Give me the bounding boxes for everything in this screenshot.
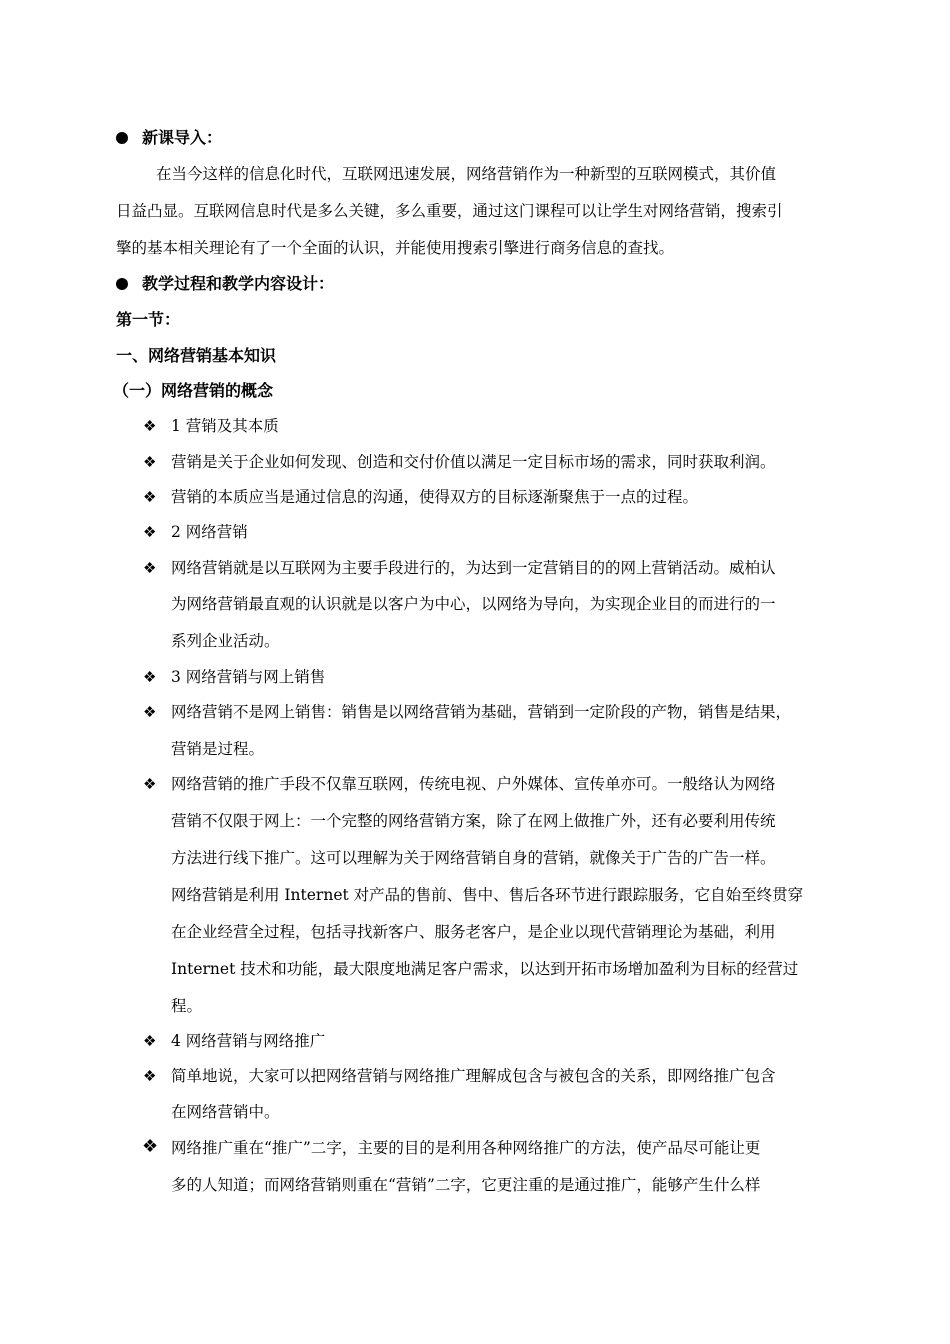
- list-item-line: 营销不仅限于网上：一个完整的网络营销方案，除了在网上做推广外，还有必要利用传统: [171, 812, 776, 830]
- list-item-line: 营销是关于企业如何发现、创造和交付价值以满足一定目标市场的需求，同时获取利润。: [171, 453, 776, 471]
- list-item-line: 程。: [171, 997, 203, 1015]
- list-item-line: 为网络营销最直观的认识就是以客户为中心，以网络为导向，为实现企业目的而进行的一: [171, 595, 776, 613]
- list-item-line: 网络推广重在“推广”二字，主要的目的是利用各种网络推广的方法，使产品尽可能让更: [171, 1139, 761, 1157]
- section-label: 第一节：: [116, 310, 181, 329]
- diamond-bullet-icon: ❖: [143, 417, 157, 435]
- intro-heading-row: [116, 128, 222, 148]
- list-item-line: 在企业经营全过程，包括寻找新客户、服务老客户，是企业以现代营销理论为基础，利用: [171, 923, 776, 941]
- diamond-bullet-icon: ❖: [142, 1136, 159, 1157]
- bullet-dot-icon: [116, 132, 128, 144]
- list-item-line: 多的人知道；而网络营销则重在“营销”二字，它更注重的是通过推广，能够产生什么样: [171, 1176, 761, 1194]
- list-item-line: 网络营销是利用 Internet 对产品的售前、售中、售后各环节进行跟踪服务，它自始至终贯穿: [171, 886, 804, 904]
- diamond-bullet-icon: ❖: [143, 775, 157, 793]
- list-item-line: 网络营销的推广手段不仅靠互联网，传统电视、户外媒体、宣传单亦可。一般络认为网络: [171, 775, 776, 793]
- chapter-title: 一、网络营销基本知识: [116, 346, 277, 365]
- list-item-line: 3 网络营销与网上销售: [171, 668, 326, 686]
- list-item-line: 2 网络营销: [171, 523, 248, 541]
- diamond-bullet-icon: ❖: [143, 668, 157, 686]
- intro-line-2: 日益凸显。互联网信息时代是多么关键，多么重要，通过这门课程可以让学生对网络营销，搜索引: [116, 202, 783, 220]
- diamond-bullet-icon: ❖: [143, 1067, 157, 1085]
- list-item-line: 4 网络营销与网络推广: [171, 1032, 326, 1050]
- subchapter-title: （一）网络营销的概念: [113, 381, 274, 400]
- bullet-dot-icon: [116, 278, 128, 290]
- diamond-bullet-icon: ❖: [143, 703, 157, 721]
- diamond-bullet-icon: ❖: [143, 488, 157, 506]
- list-item-line: 网络营销就是以互联网为主要手段进行的，为达到一定营销目的的网上营销活动。威柏认: [171, 559, 776, 577]
- list-item-line: 网络营销不是网上销售：销售是以网络营销为基础，营销到一定阶段的产物，销售是结果，: [171, 703, 792, 721]
- diamond-bullet-icon: ❖: [143, 559, 157, 577]
- list-item-line: 在网络营销中。: [171, 1103, 280, 1121]
- intro-heading: 新课导入：: [142, 128, 223, 147]
- list-item-line: 营销的本质应当是通过信息的沟通，使得双方的目标逐渐聚焦于一点的过程。: [171, 488, 699, 506]
- design-heading-row: [116, 274, 334, 294]
- list-item-line: 方法进行线下推广。这可以理解为关于网络营销自身的营销，就像关于广告的广告一样。: [171, 849, 776, 867]
- diamond-bullet-icon: ❖: [143, 453, 157, 471]
- list-item-line: 系列企业活动。: [171, 632, 280, 650]
- intro-line-1: 在当今这样的信息化时代，互联网迅速发展，网络营销作为一种新型的互联网模式，其价值: [156, 165, 777, 183]
- list-item-line: 营销是过程。: [171, 740, 265, 758]
- diamond-bullet-icon: ❖: [143, 523, 157, 541]
- diamond-bullet-icon: ❖: [143, 1032, 157, 1050]
- design-heading: 教学过程和教学内容设计：: [142, 274, 335, 293]
- list-item-line: 1 营销及其本质: [171, 417, 279, 435]
- list-item-line: 简单地说，大家可以把网络营销与网络推广理解成包含与被包含的关系，即网络推广包含: [171, 1067, 776, 1085]
- list-item-line: Internet 技术和功能，最大限度地满足客户需求，以达到开拓市场增加盈利为目标的经营过: [171, 960, 799, 978]
- intro-line-3: 擎的基本相关理论有了一个全面的认识，并能使用搜索引擎进行商务信息的查找。: [116, 239, 675, 257]
